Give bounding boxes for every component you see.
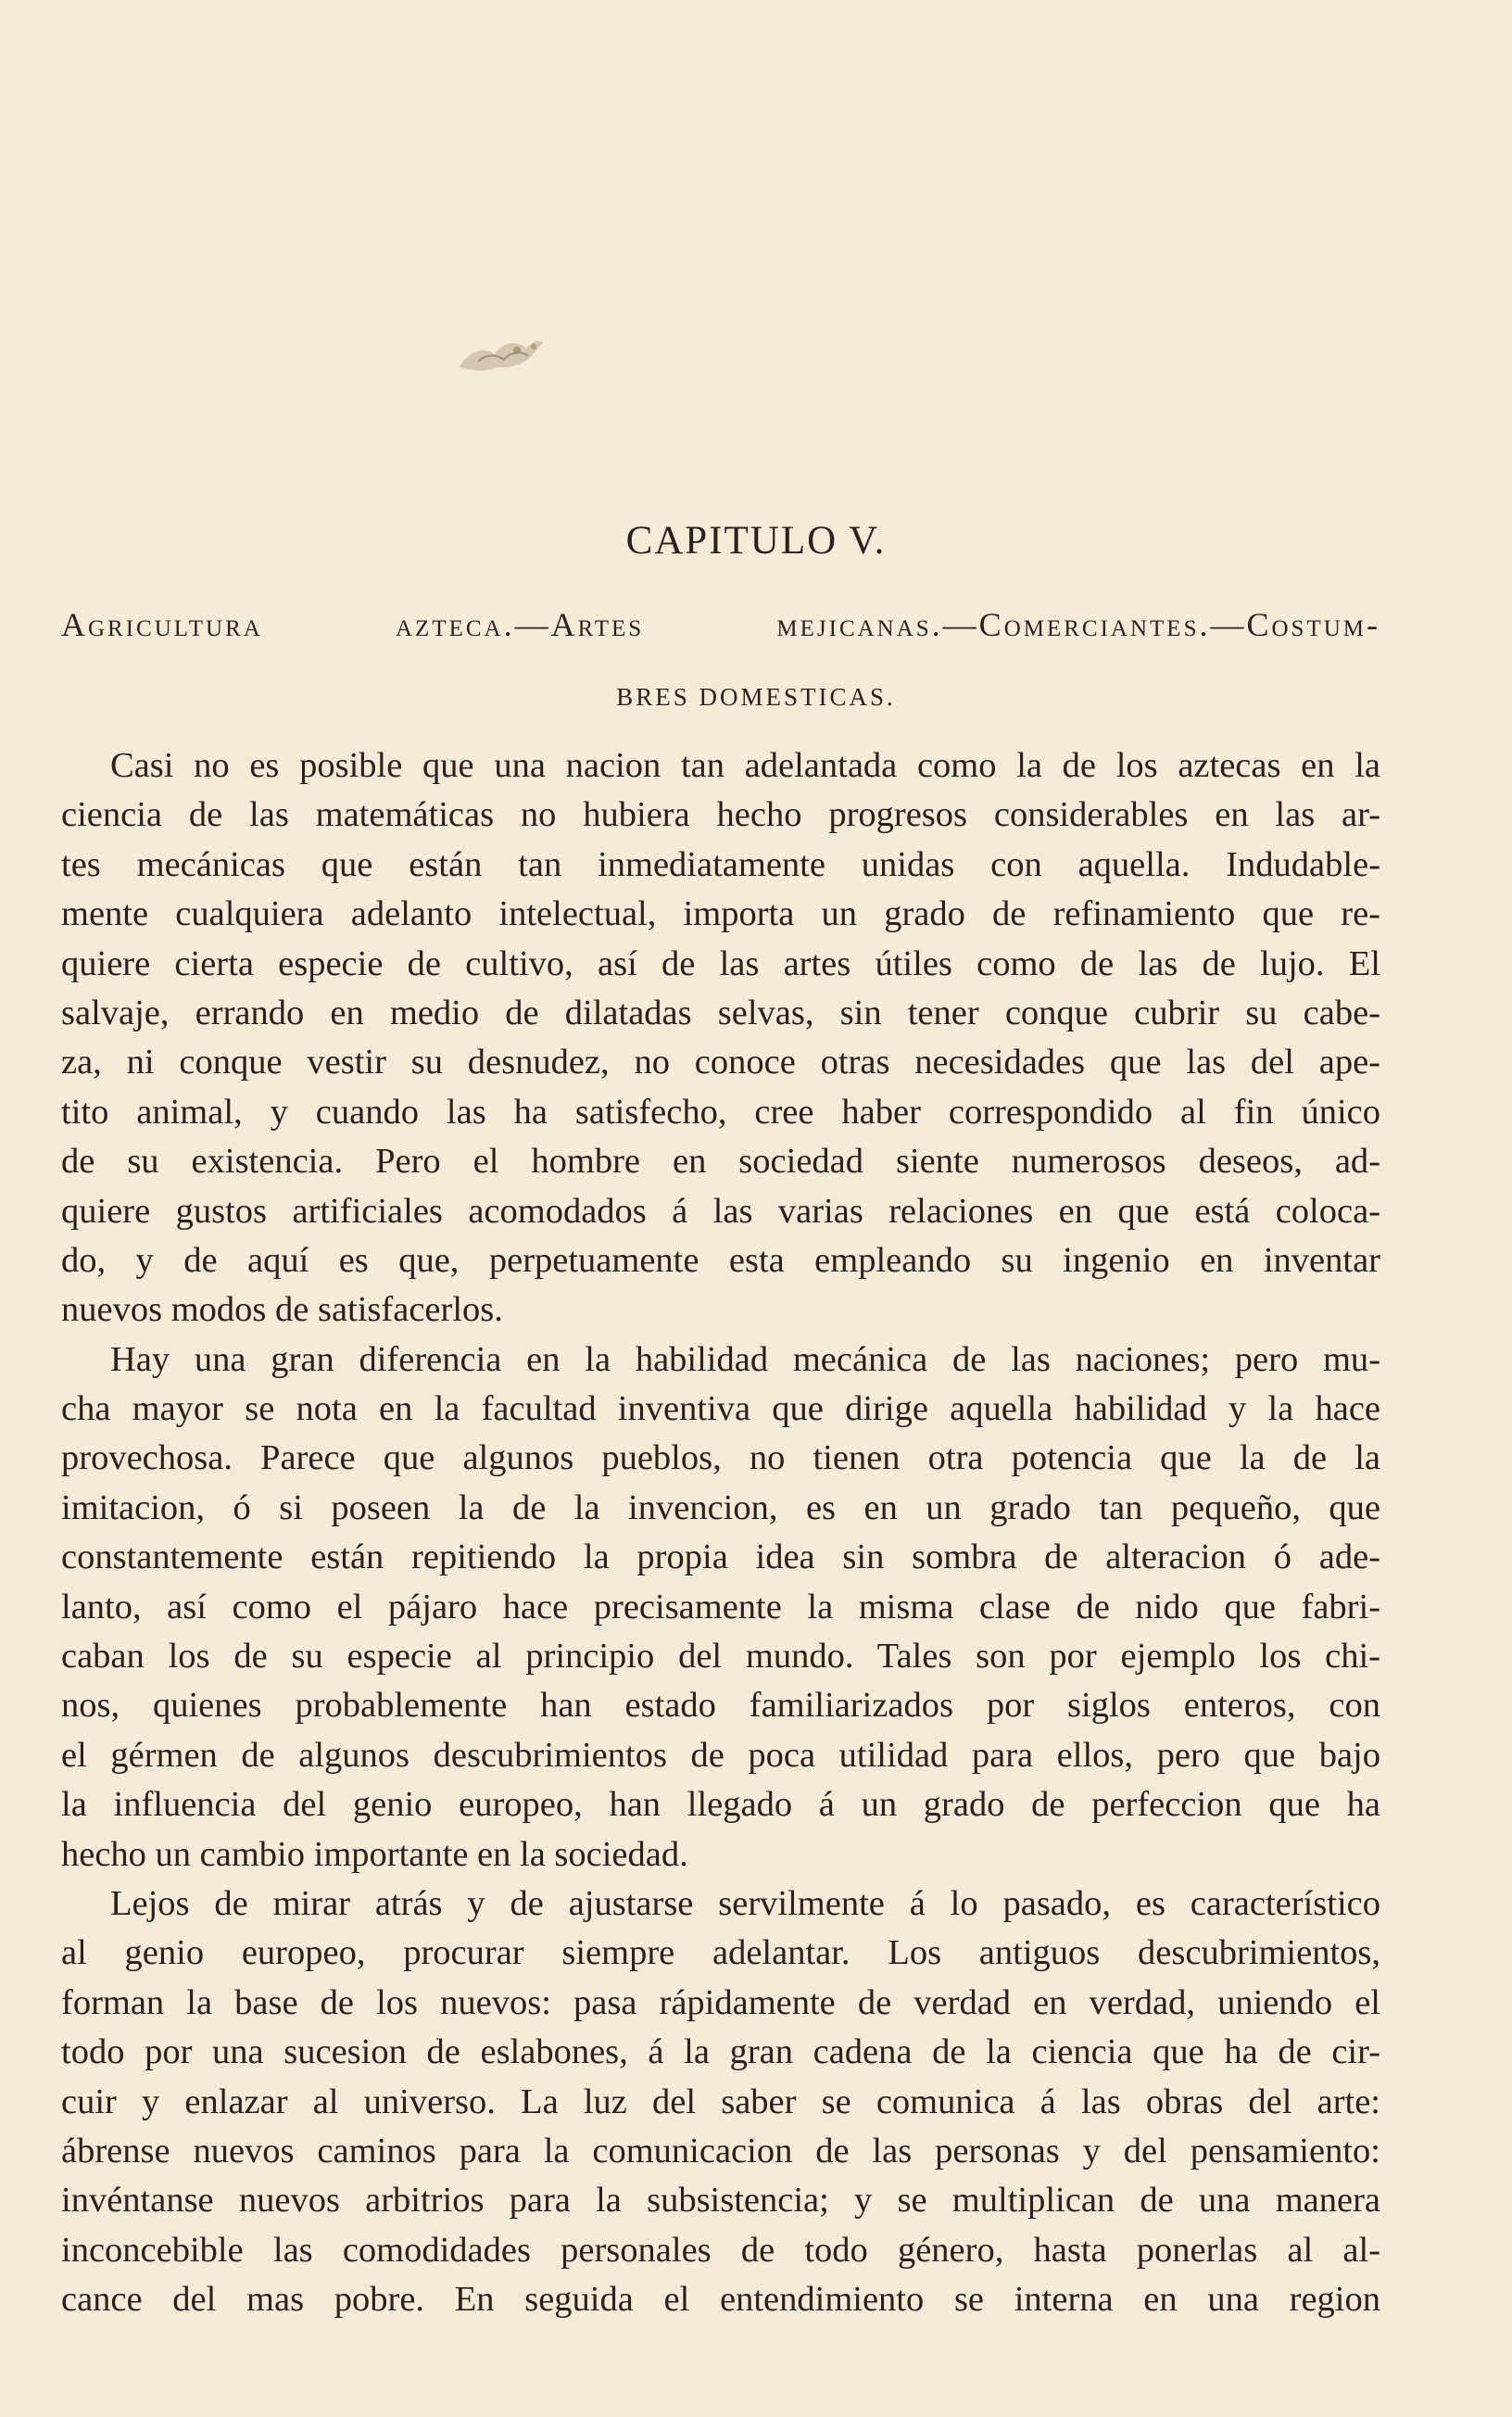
text-line: todo por una sucesion de eslabones, á la gran cadena de la ciencia que ha de cir- [61,2032,1380,2072]
text-line: de su existencia. Pero el hombre en sociedad siente numerosos deseos, ad- [61,1142,1380,1182]
text-line: tito animal, y cuando las ha satisfecho, cree haber correspondido al fin único [61,1092,1380,1132]
text-line: cuir y enlazar al universo. La luz del saber se comunica á las obras del arte: [61,2082,1380,2121]
text-line: el gérmen de algunos descubrimientos de poca utilidad para ellos, pero que bajo [61,1735,1380,1775]
printer-ornament-icon [452,326,545,382]
text-line: ciencia de las matemáticas no hubiera hecho progresos considerables en las ar- [61,795,1380,835]
text-line: quiere cierta especie de cultivo, así de las artes útiles como de las de lujo. El [61,943,1380,983]
text-line: provechosa. Parece que algunos pueblos, no tienen otra potencia que la de la [61,1438,1380,1478]
text-line: la influencia del genio europeo, han llegado á un grado de perfeccion que ha [61,1785,1380,1825]
text-line: inconcebible las comodidades personales de todo género, hasta ponerlas al al- [61,2230,1380,2270]
text-line: nos, quienes probablemente han estado familiarizados por siglos enteros, con [61,1686,1380,1726]
text-line: lanto, así como el pájaro hace precisamente la misma clase de nido que fabri- [61,1587,1380,1626]
text-line: cha mayor se nota en la facultad inventiva que dirige aquella habilidad y la hace [61,1389,1380,1429]
chapter-title: CAPITULO V. [625,519,887,563]
text-line: Lejos de mirar atrás y de ajustarse servilmente á lo pasado, es característico [110,1883,1380,1923]
text-line: cance del mas pobre. En seguida el entendimiento se interna en una region [61,2280,1380,2320]
text-line: quiere gustos artificiales acomodados á las varias relaciones en que está coloca- [61,1191,1380,1231]
text-line: forman la base de los nuevos: pasa rápidamente de verdad en verdad, uniendo el [61,1982,1380,2022]
text-line: salvaje, errando en medio de dilatadas selvas, sin tener conque cubrir su cabe- [61,993,1380,1032]
text-line: ábrense nuevos caminos para la comunicacion de las personas y del pensamiento: [61,2131,1380,2170]
text-line: invéntanse nuevos arbitrios para la subsistencia; y se multiplican de una manera [61,2181,1380,2221]
text-line: constantemente están repitiendo la propia idea sin sombra de alteracion ó ade- [61,1538,1380,1577]
text-line: Casi no es posible que una nacion tan adelantada como la de los aztecas en la [110,746,1380,785]
chapter-subtitle-line-2: BRES DOMESTICAS. [616,683,896,711]
chapter-body [61,741,1380,2325]
chapter-subtitle-line-1: Agricultura azteca.—Artes mejicanas.—Comerciantes.—Costum- [61,606,1380,643]
text-line: mente cualquiera adelanto intelectual, importa un grado de refinamiento que re- [61,894,1380,934]
text-line: za, ni conque vestir su desnudez, no conoce otras necesidades que las del ape- [61,1043,1380,1082]
text-line: imitacion, ó si poseen la de la invencion, es en un grado tan pequeño, que [61,1487,1380,1527]
text-line: al genio europeo, procurar siempre adelantar. Los antiguos descubrimientos, [61,1933,1380,1973]
text-line: tes mecánicas que están tan inmediatamente unidas con aquella. Indudable- [61,844,1380,884]
text-line: hecho un cambio importante en la sociedad. [61,1834,688,1874]
text-line: Hay una gran diferencia en la habilidad mecánica de las naciones; pero mu- [110,1339,1380,1379]
text-line: do, y de aquí es que, perpetuamente esta empleando su ingenio en inventar [61,1240,1380,1280]
text-line: nuevos modos de satisfacerlos. [61,1290,503,1330]
text-line: caban los de su especie al principio del mundo. Tales son por ejemplo los chi- [61,1637,1380,1677]
